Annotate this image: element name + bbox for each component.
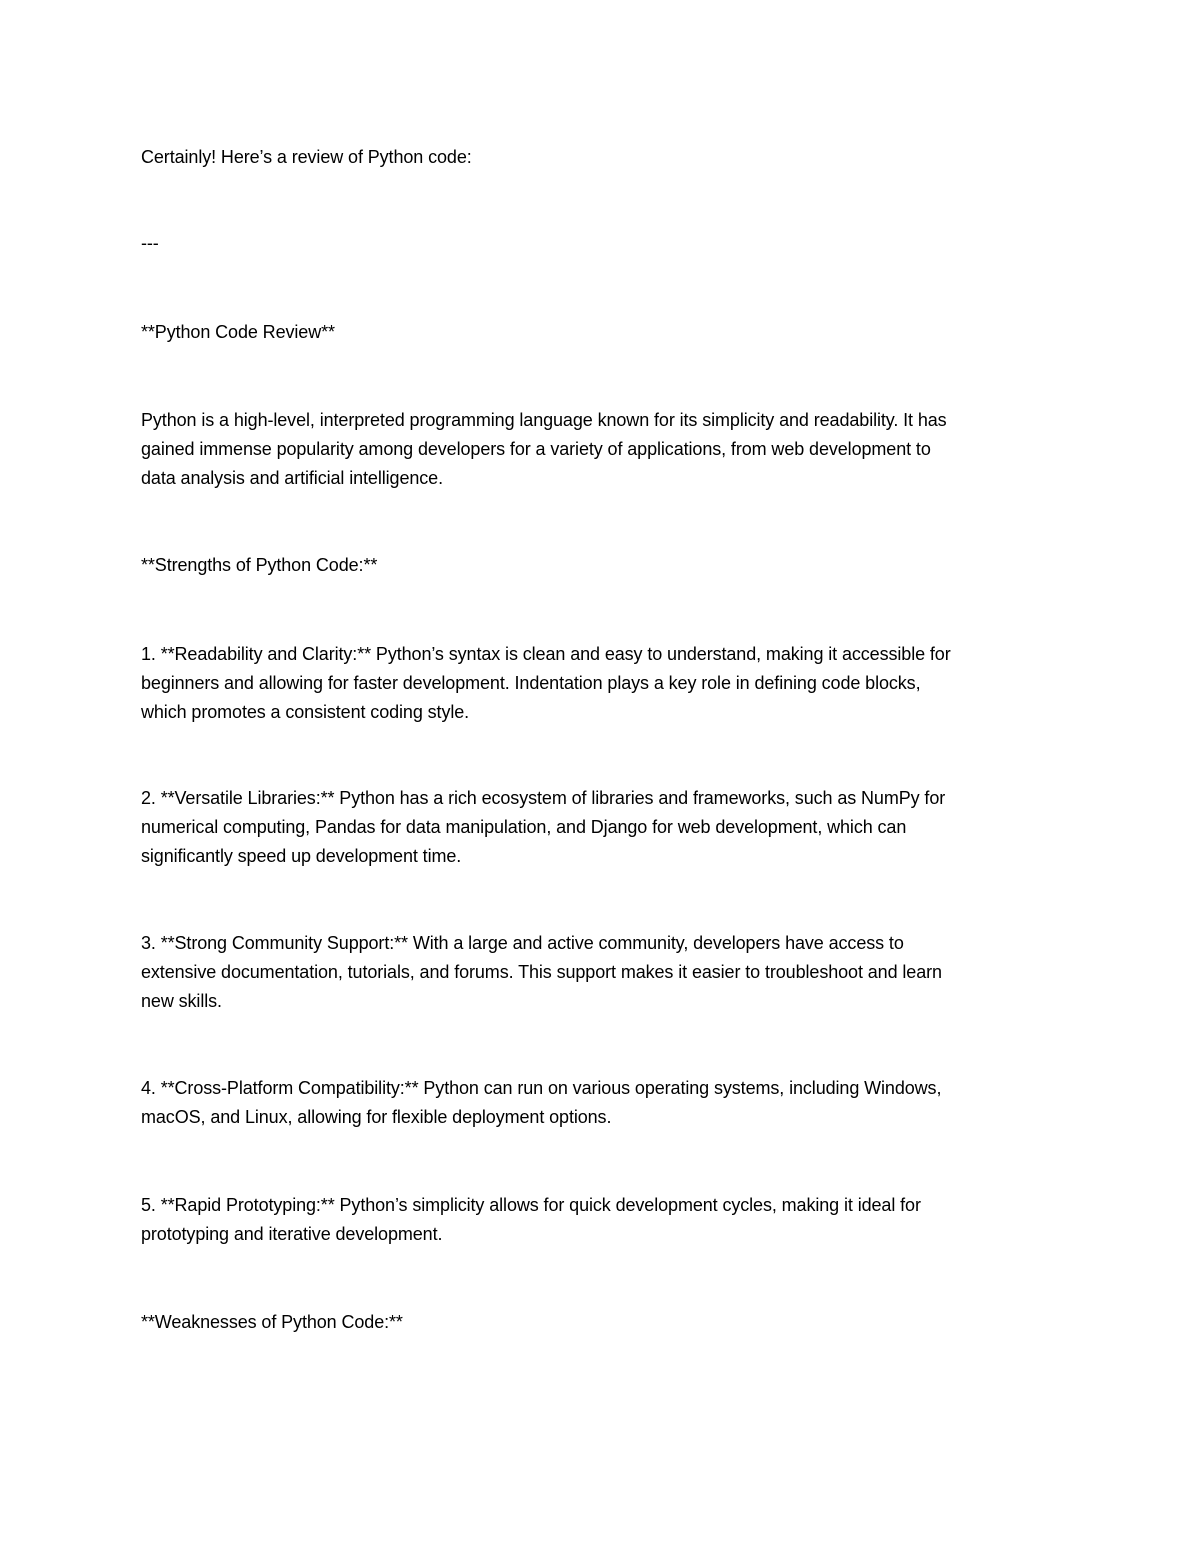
paragraph-line: beginners and allowing for faster development. Indentation plays a key role in defining code blocks, xyxy=(141,673,921,693)
strengths-heading: **Strengths of Python Code:** xyxy=(141,555,378,575)
paragraph-line: 2. **Versatile Libraries:** Python has a rich ecosystem of libraries and frameworks, such as NumPy for xyxy=(141,788,946,808)
paragraph-line: extensive documentation, tutorials, and forums. This support makes it easier to troubleshoot and learn xyxy=(141,962,942,982)
page-title: **Python Code Review** xyxy=(141,322,335,342)
weaknesses-heading: **Weaknesses of Python Code:** xyxy=(141,1312,403,1332)
paragraph-line: prototyping and iterative development. xyxy=(141,1224,443,1244)
paragraph-line: 4. **Cross-Platform Compatibility:** Python can run on various operating systems, including Windows, xyxy=(141,1078,942,1098)
paragraph-line: data analysis and artificial intelligence. xyxy=(141,468,443,488)
paragraph-line: which promotes a consistent coding style. xyxy=(141,702,470,722)
paragraph-line: numerical computing, Pandas for data manipulation, and Django for web development, which can xyxy=(141,817,907,837)
paragraph-line: significantly speed up development time. xyxy=(141,846,462,866)
paragraph-line: Python is a high-level, interpreted programming language known for its simplicity and readability. It has xyxy=(141,410,947,430)
paragraph-line: macOS, and Linux, allowing for flexible deployment options. xyxy=(141,1107,612,1127)
intro-text: Certainly! Here’s a review of Python code: xyxy=(141,147,472,167)
paragraph-line: 5. **Rapid Prototyping:** Python’s simplicity allows for quick development cycles, making it ideal for xyxy=(141,1195,921,1215)
paragraph-line: new skills. xyxy=(141,991,222,1011)
separator: --- xyxy=(141,233,159,253)
paragraph-line: 1. **Readability and Clarity:** Python’s syntax is clean and easy to understand, making it accessible for xyxy=(141,644,951,664)
paragraph-line: 3. **Strong Community Support:** With a large and active community, developers have access to xyxy=(141,933,904,953)
paragraph-line: gained immense popularity among developers for a variety of applications, from web development to xyxy=(141,439,931,459)
